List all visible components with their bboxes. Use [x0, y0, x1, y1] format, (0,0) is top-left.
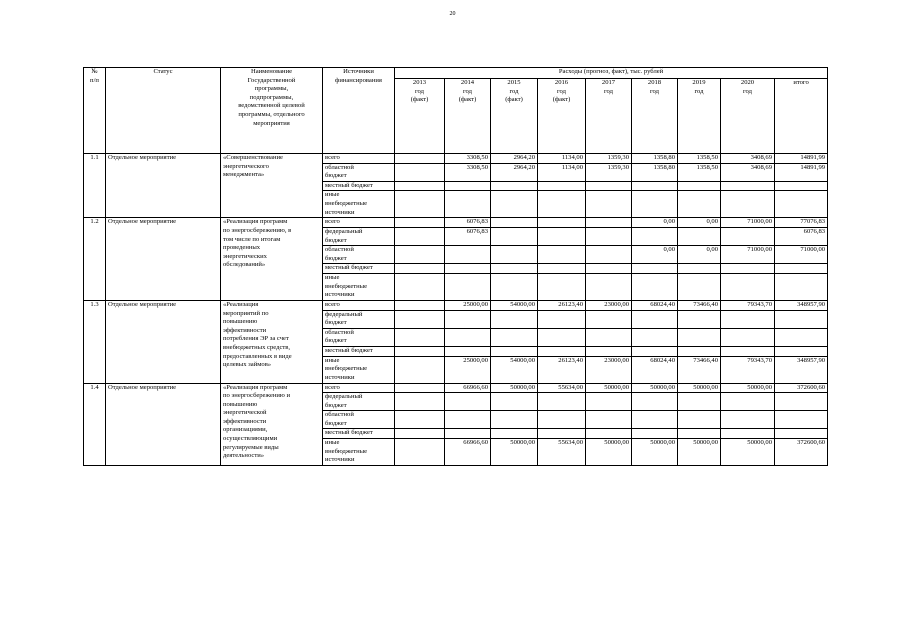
- total-cell: 6076,83: [775, 227, 828, 245]
- value-cell: [632, 328, 678, 346]
- value-cell: 71000,00: [721, 218, 775, 228]
- value-cell: [678, 411, 721, 429]
- value-cell: [445, 264, 491, 274]
- value-cell: 3408,69: [721, 154, 775, 164]
- total-cell: 14891,99: [775, 163, 828, 181]
- total-cell: [775, 191, 828, 218]
- value-cell: [721, 346, 775, 356]
- value-cell: [538, 264, 586, 274]
- funding-source: всего: [323, 383, 395, 393]
- value-cell: 50000,00: [678, 439, 721, 466]
- col-header-total: итого: [775, 79, 828, 154]
- value-cell: [632, 346, 678, 356]
- value-cell: [491, 264, 538, 274]
- value-cell: [395, 264, 445, 274]
- total-cell: 14891,99: [775, 154, 828, 164]
- value-cell: 3308,50: [445, 154, 491, 164]
- value-cell: 23000,00: [586, 300, 632, 310]
- value-cell: [445, 328, 491, 346]
- value-cell: [395, 246, 445, 264]
- value-cell: [586, 191, 632, 218]
- funding-source: иные внебюджетные источники: [323, 356, 395, 383]
- value-cell: [586, 181, 632, 191]
- value-cell: [395, 393, 445, 411]
- value-cell: [491, 429, 538, 439]
- value-cell: [491, 411, 538, 429]
- total-cell: 77076,83: [775, 218, 828, 228]
- value-cell: 26123,40: [538, 356, 586, 383]
- row-number: 1.2: [84, 218, 106, 301]
- value-cell: [632, 310, 678, 328]
- value-cell: 54000,00: [491, 356, 538, 383]
- value-cell: [395, 218, 445, 228]
- funding-source: областной бюджет: [323, 163, 395, 181]
- value-cell: [586, 429, 632, 439]
- col-header-name: Наименование Государственной программы, подпрограммы, ведомственной целевой программы, отдельного мероприятия: [221, 68, 323, 154]
- value-cell: 1358,50: [678, 163, 721, 181]
- value-cell: [678, 181, 721, 191]
- value-cell: 1359,30: [586, 154, 632, 164]
- value-cell: 50000,00: [632, 383, 678, 393]
- total-cell: 372600,60: [775, 439, 828, 466]
- value-cell: [538, 411, 586, 429]
- row-number: 1.1: [84, 154, 106, 218]
- value-cell: [538, 218, 586, 228]
- value-cell: [395, 163, 445, 181]
- value-cell: [395, 439, 445, 466]
- value-cell: [721, 429, 775, 439]
- table-body: [84, 154, 828, 466]
- funding-source: областной бюджет: [323, 246, 395, 264]
- value-cell: 0,00: [632, 218, 678, 228]
- value-cell: 1134,00: [538, 163, 586, 181]
- col-header-year: 2017 год: [586, 79, 632, 154]
- value-cell: [586, 246, 632, 264]
- total-cell: [775, 393, 828, 411]
- value-cell: [678, 227, 721, 245]
- value-cell: 0,00: [632, 246, 678, 264]
- value-cell: [395, 328, 445, 346]
- value-cell: [586, 227, 632, 245]
- value-cell: [632, 264, 678, 274]
- value-cell: [491, 218, 538, 228]
- funding-source: федеральный бюджет: [323, 227, 395, 245]
- total-cell: 348957,90: [775, 300, 828, 310]
- total-cell: [775, 411, 828, 429]
- value-cell: [445, 310, 491, 328]
- value-cell: [538, 191, 586, 218]
- total-cell: [775, 181, 828, 191]
- value-cell: [395, 273, 445, 300]
- total-cell: [775, 429, 828, 439]
- value-cell: [491, 191, 538, 218]
- funding-source: местный бюджет: [323, 346, 395, 356]
- table-row: [84, 383, 828, 393]
- value-cell: [538, 328, 586, 346]
- value-cell: [445, 246, 491, 264]
- value-cell: [491, 246, 538, 264]
- col-header-year: 2014 год (факт): [445, 79, 491, 154]
- total-cell: [775, 346, 828, 356]
- value-cell: [491, 328, 538, 346]
- value-cell: [395, 383, 445, 393]
- row-status: Отдельное мероприятие: [106, 218, 221, 301]
- col-header-year: 2016 год (факт): [538, 79, 586, 154]
- value-cell: 0,00: [678, 218, 721, 228]
- value-cell: [721, 181, 775, 191]
- value-cell: [586, 310, 632, 328]
- value-cell: [445, 393, 491, 411]
- row-status: Отдельное мероприятие: [106, 154, 221, 218]
- value-cell: [721, 264, 775, 274]
- col-header-expenses: Расходы (прогноз, факт), тыс. рублей: [395, 68, 828, 79]
- page-number: 20: [449, 11, 456, 17]
- value-cell: [491, 393, 538, 411]
- value-cell: 50000,00: [491, 439, 538, 466]
- funding-source: всего: [323, 300, 395, 310]
- value-cell: [538, 181, 586, 191]
- value-cell: [395, 346, 445, 356]
- value-cell: [395, 300, 445, 310]
- value-cell: [491, 181, 538, 191]
- funding-source: всего: [323, 154, 395, 164]
- funding-source: областной бюджет: [323, 411, 395, 429]
- col-header-num: № п/п: [84, 68, 106, 154]
- value-cell: [491, 273, 538, 300]
- value-cell: [678, 191, 721, 218]
- value-cell: 1358,80: [632, 154, 678, 164]
- value-cell: [586, 218, 632, 228]
- total-cell: [775, 328, 828, 346]
- value-cell: 54000,00: [491, 300, 538, 310]
- col-header-year: 2015 год (факт): [491, 79, 538, 154]
- value-cell: [491, 227, 538, 245]
- value-cell: 3408,69: [721, 163, 775, 181]
- value-cell: [445, 429, 491, 439]
- value-cell: 25000,00: [445, 300, 491, 310]
- value-cell: 50000,00: [721, 439, 775, 466]
- value-cell: [395, 227, 445, 245]
- value-cell: [721, 191, 775, 218]
- value-cell: [632, 227, 678, 245]
- row-measure-name: «Реализация мероприятий по повышению эффективности потребления ЭР за счет внебюджетных средств, предоставленных в виде целевых займов»: [221, 300, 323, 383]
- value-cell: 66966,60: [445, 383, 491, 393]
- total-cell: 348957,90: [775, 356, 828, 383]
- value-cell: 50000,00: [586, 383, 632, 393]
- value-cell: 3308,50: [445, 163, 491, 181]
- value-cell: [721, 227, 775, 245]
- funding-source: местный бюджет: [323, 429, 395, 439]
- funding-source: иные внебюджетные источники: [323, 191, 395, 218]
- row-measure-name: «Реализация программ по энергосбережению, в том числе по итогам проведенных энергетических обследований»: [221, 218, 323, 301]
- value-cell: [586, 411, 632, 429]
- value-cell: [586, 264, 632, 274]
- table-row: [84, 300, 828, 310]
- value-cell: [586, 393, 632, 411]
- value-cell: [491, 310, 538, 328]
- funding-source: иные внебюджетные источники: [323, 439, 395, 466]
- value-cell: [538, 246, 586, 264]
- value-cell: 79343,70: [721, 300, 775, 310]
- value-cell: 55634,00: [538, 383, 586, 393]
- value-cell: [678, 273, 721, 300]
- value-cell: [632, 191, 678, 218]
- value-cell: 2964,20: [491, 163, 538, 181]
- value-cell: [678, 310, 721, 328]
- value-cell: [632, 429, 678, 439]
- value-cell: [395, 356, 445, 383]
- value-cell: 50000,00: [632, 439, 678, 466]
- value-cell: [538, 346, 586, 356]
- value-cell: 1358,80: [632, 163, 678, 181]
- value-cell: [538, 310, 586, 328]
- row-number: 1.4: [84, 383, 106, 466]
- value-cell: [678, 393, 721, 411]
- value-cell: [491, 346, 538, 356]
- value-cell: [632, 411, 678, 429]
- value-cell: 1134,00: [538, 154, 586, 164]
- value-cell: [445, 346, 491, 356]
- value-cell: 66966,60: [445, 439, 491, 466]
- value-cell: 26123,40: [538, 300, 586, 310]
- value-cell: 0,00: [678, 246, 721, 264]
- total-cell: [775, 273, 828, 300]
- value-cell: 1359,30: [586, 163, 632, 181]
- funding-source: иные внебюджетные источники: [323, 273, 395, 300]
- col-header-source: Источники финансирования: [323, 68, 395, 154]
- value-cell: [538, 227, 586, 245]
- value-cell: 55634,00: [538, 439, 586, 466]
- value-cell: [586, 273, 632, 300]
- value-cell: [632, 273, 678, 300]
- value-cell: [721, 393, 775, 411]
- value-cell: [632, 181, 678, 191]
- funding-source: местный бюджет: [323, 181, 395, 191]
- value-cell: 50000,00: [678, 383, 721, 393]
- value-cell: [678, 346, 721, 356]
- value-cell: [678, 429, 721, 439]
- value-cell: 23000,00: [586, 356, 632, 383]
- total-cell: [775, 310, 828, 328]
- value-cell: [586, 328, 632, 346]
- value-cell: [678, 264, 721, 274]
- value-cell: [721, 273, 775, 300]
- value-cell: [395, 154, 445, 164]
- value-cell: 6076,83: [445, 227, 491, 245]
- value-cell: 79343,70: [721, 356, 775, 383]
- funding-source: федеральный бюджет: [323, 393, 395, 411]
- value-cell: [445, 273, 491, 300]
- value-cell: [395, 191, 445, 218]
- value-cell: [586, 346, 632, 356]
- value-cell: 71000,00: [721, 246, 775, 264]
- value-cell: 25000,00: [445, 356, 491, 383]
- value-cell: 73466,40: [678, 300, 721, 310]
- row-status: Отдельное мероприятие: [106, 383, 221, 466]
- value-cell: 1358,50: [678, 154, 721, 164]
- value-cell: [445, 191, 491, 218]
- col-header-year: 2020 год: [721, 79, 775, 154]
- value-cell: [395, 411, 445, 429]
- funding-source: областной бюджет: [323, 328, 395, 346]
- value-cell: [538, 393, 586, 411]
- total-cell: 372600,60: [775, 383, 828, 393]
- value-cell: 2964,20: [491, 154, 538, 164]
- value-cell: 50000,00: [721, 383, 775, 393]
- value-cell: [632, 393, 678, 411]
- value-cell: 68024,40: [632, 300, 678, 310]
- budget-table: [83, 67, 828, 466]
- value-cell: 68024,40: [632, 356, 678, 383]
- row-number: 1.3: [84, 300, 106, 383]
- value-cell: [445, 411, 491, 429]
- value-cell: [395, 181, 445, 191]
- col-header-year: 2013 год (факт): [395, 79, 445, 154]
- row-status: Отдельное мероприятие: [106, 300, 221, 383]
- col-header-year: 2019 год: [678, 79, 721, 154]
- total-cell: [775, 264, 828, 274]
- value-cell: [538, 429, 586, 439]
- value-cell: [445, 181, 491, 191]
- value-cell: [721, 411, 775, 429]
- value-cell: 73466,40: [678, 356, 721, 383]
- value-cell: 6076,83: [445, 218, 491, 228]
- value-cell: [538, 273, 586, 300]
- value-cell: [721, 328, 775, 346]
- total-cell: 71000,00: [775, 246, 828, 264]
- table-row: [84, 218, 828, 228]
- value-cell: [678, 328, 721, 346]
- funding-source: федеральный бюджет: [323, 310, 395, 328]
- row-measure-name: «Реализация программ по энергосбережению и повышению энергетической эффективности организациями, осуществляющими регулируемые виды деятельности»: [221, 383, 323, 466]
- value-cell: 50000,00: [491, 383, 538, 393]
- col-header-status: Статус: [106, 68, 221, 154]
- table-row: [84, 154, 828, 164]
- value-cell: [395, 429, 445, 439]
- funding-source: местный бюджет: [323, 264, 395, 274]
- row-measure-name: «Совершенствование энергетического менеджмента»: [221, 154, 323, 218]
- funding-source: всего: [323, 218, 395, 228]
- value-cell: [395, 310, 445, 328]
- col-header-year: 2018 год: [632, 79, 678, 154]
- value-cell: [721, 310, 775, 328]
- table-header: [84, 68, 828, 154]
- value-cell: 50000,00: [586, 439, 632, 466]
